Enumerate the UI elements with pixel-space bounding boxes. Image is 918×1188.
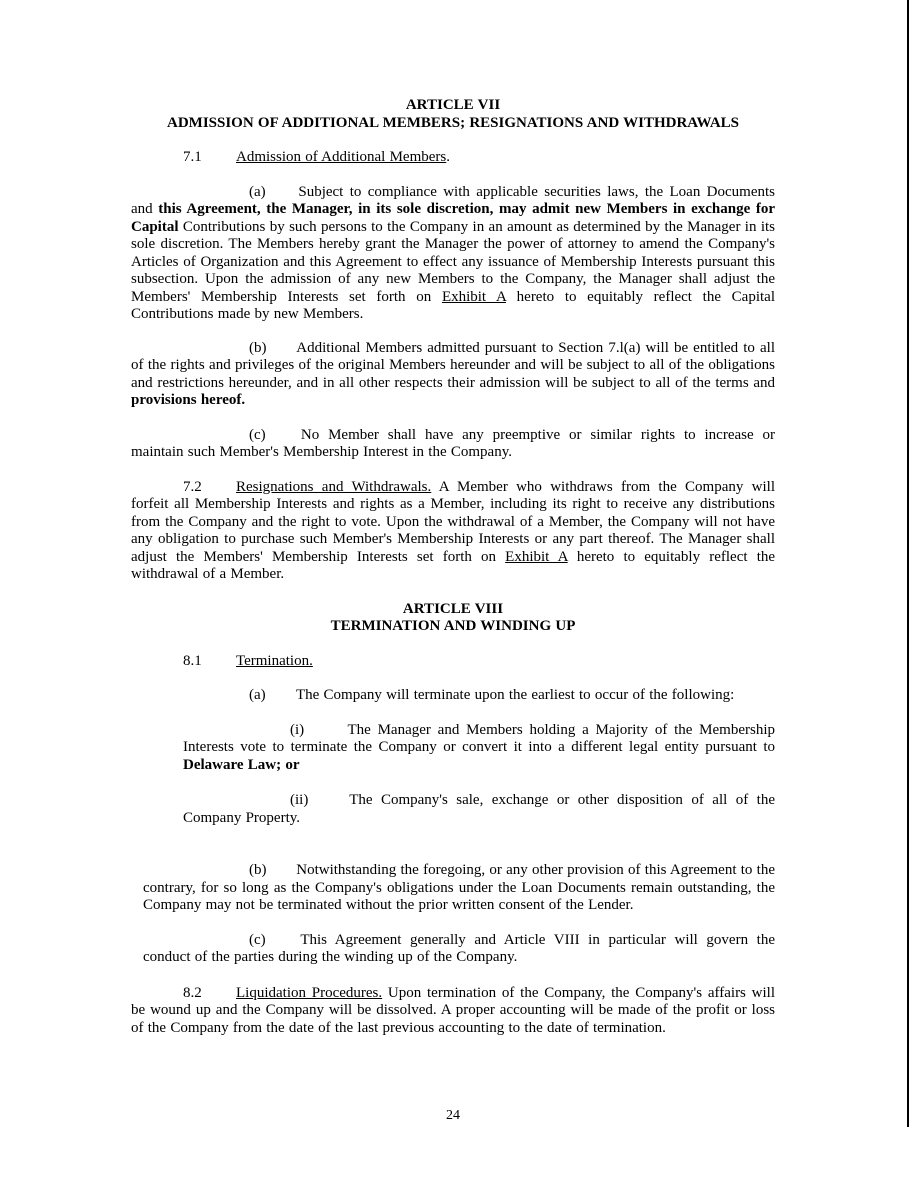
paragraph-text: Subject to compliance with applicable securities laws, the Loan Documents and — [131, 183, 776, 217]
section-8-1-heading: Termination. — [236, 652, 313, 669]
bold-run: this Agreement, the Manager, in its sole discretion, may admit new Members in exchange for Capital — [131, 201, 776, 235]
section-8-2-heading: Liquidation Procedures. — [236, 984, 383, 1001]
article-8-title: ARTICLE VIII — [402, 600, 504, 617]
paragraph-8-1-a-ii — [183, 792, 775, 827]
paragraph-text: This Agreement generally and Article VIII in particular will govern the conduct of the parties during the winding up of the Company. — [143, 931, 775, 965]
section-number: 8.2 — [183, 984, 202, 1001]
section-number: 8.1 — [183, 652, 202, 669]
section-7-2-paragraph — [131, 479, 775, 584]
exhibit-a-reference: Exhibit A — [441, 288, 506, 305]
paragraph-text: Contributions by such persons to the Company in an amount as determined by the Manager in its sole discretion. The Members hereby grant the Manager the power of attorney to amend the Company's Articles of Organization and this Agreement to effect any issuance of Membership Interests pursuant this subsection. Upon the admission of any new Members to the Company, the Manager shall adjust the Members' Membership Interests set forth on — [131, 218, 775, 305]
section-7-1-heading-line — [131, 149, 775, 167]
section-8-2-paragraph — [131, 985, 775, 1038]
paragraph-7-1-a — [131, 184, 775, 324]
exhibit-a-reference: Exhibit A — [505, 548, 568, 565]
paragraph-text: hereto to equitably reflect the withdrawal of a Member. — [131, 548, 776, 582]
paragraph-label: (b) — [249, 862, 267, 878]
section-number: 7.2 — [183, 478, 202, 495]
paragraph-text: The Manager and Members holding a Majority of the Membership Interests vote to terminate the Company or convert it into a different legal entity pursuant to — [183, 721, 775, 755]
paragraph-label: (i) — [290, 721, 305, 738]
bold-run: provisions hereof. — [131, 392, 246, 408]
bold-run: Delaware Law; or — [183, 756, 300, 773]
paragraph-text: The Company's sale, exchange or other disposition of all of the Company Property. — [183, 792, 775, 826]
paragraph-text: The Company will terminate upon the earliest to occur of the following: — [295, 687, 735, 703]
paragraph-7-1-b — [131, 340, 775, 410]
section-7-2-heading: Resignations and Withdrawals. — [236, 478, 432, 495]
paragraph-label: (a) — [249, 183, 266, 200]
article-7-title: ARTICLE VII — [405, 97, 501, 113]
paragraph-label: (b) — [249, 339, 267, 356]
paragraph-text: Additional Members admitted pursuant to Section 7.l(a) will be entitled to all of the rights and privileges of the original Members hereunder and will be subject to all of the obligations and restrictions hereunder, and in all other respects their admission will be subject to all of the terms and — [131, 339, 775, 391]
paragraph-label: (c) — [249, 426, 266, 443]
article-8-subtitle: TERMINATION AND WINDING UP — [330, 618, 576, 634]
paragraph-8-1-a — [131, 687, 775, 705]
paragraph-text: Upon termination of the Company, the Company's affairs will be wound up and the Company will be dissolved. A proper accounting will be made of the profit or loss of the Company from the date of the last previous accounting to the date of termination. — [131, 984, 775, 1036]
section-7-1-heading-period: . — [446, 149, 450, 165]
paragraph-text: hereto to equitably reflect the Capital Contributions made by new Members. — [131, 288, 775, 322]
article-8-heading — [131, 601, 775, 636]
paragraph-text: Notwithstanding the foregoing, or any other provision of this Agreement to the contrary, for so long as the Company's obligations under the Loan Documents remain outstanding, the Company may not be terminated without the prior written consent of the Lender. — [143, 862, 775, 913]
scan-artifact-line — [907, 0, 909, 1127]
paragraph-8-1-b — [143, 862, 775, 915]
paragraph-7-1-c — [131, 427, 775, 462]
paragraph-label: (a) — [249, 687, 266, 703]
document-body — [131, 97, 775, 1037]
section-number: 7.1 — [183, 149, 202, 165]
section-8-1-heading-line — [131, 653, 775, 671]
article-7-heading — [131, 97, 775, 132]
paragraph-text: A Member who withdraws from the Company will forfeit all Membership Interests and rights as a Member, including its right to receive any distributions from the Company and the right to vote. Upon the withdrawal of a Member, the Company will not have any obligation to purchase such Member's Membership Interests or any part thereof. The Manager shall adjust the Members' Membership Interests set forth on — [131, 478, 775, 565]
paragraph-8-1-c — [143, 932, 775, 967]
paragraph-8-1-a-i — [183, 722, 775, 775]
section-7-1-heading: Admission of Additional Members — [236, 149, 447, 165]
paragraph-text: No Member shall have any preemptive or similar rights to increase or maintain such Member's Membership Interest in the Company. — [131, 426, 775, 460]
article-7-subtitle: ADMISSION OF ADDITIONAL MEMBERS; RESIGNATIONS AND WITHDRAWALS — [167, 114, 739, 131]
paragraph-label: (c) — [249, 931, 266, 948]
page-number: 24 — [446, 1108, 460, 1123]
paragraph-label: (ii) — [290, 792, 309, 808]
